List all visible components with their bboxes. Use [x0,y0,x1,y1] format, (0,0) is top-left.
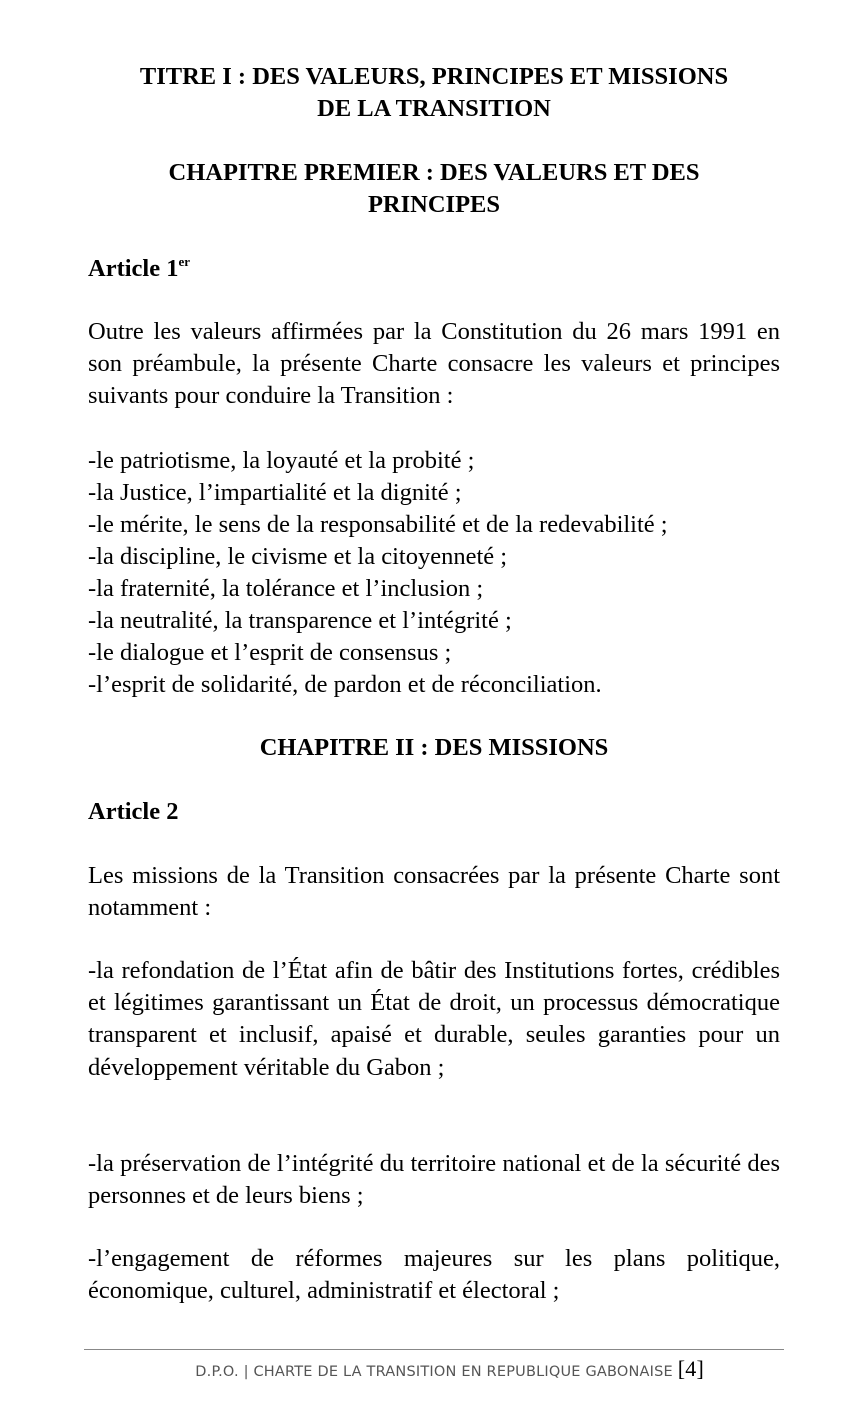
titre-line-2: DE LA TRANSITION [317,95,551,122]
list-item: -la fraternité, la tolérance et l’inclusion ; [88,575,484,602]
list-item: -le patriotisme, la loyauté et la probité ; [88,447,475,474]
footer-text: D.P.O. | CHARTE DE LA TRANSITION EN REPUBLIQUE GABONAISE [195,1364,673,1380]
mission-item: -la refondation de l’État afin de bâtir des Institutions fortes, crédibles et légitimes garantissant un État de droit, un processus démocratique transparent et inclusif, apaisé et durable, seules garanties pour un développement véritable du Gabon ; [88,957,780,1081]
list-item: -l’esprit de solidarité, de pardon et de réconciliation. [88,671,602,698]
list-item: -la Justice, l’impartialité et la dignité ; [88,479,462,506]
list-item: -la neutralité, la transparence et l’intégrité ; [88,607,512,634]
footer-divider [84,1349,784,1350]
chapitre-premier-heading [88,157,780,221]
page-number: [4] [677,1356,704,1381]
titre-line-1: TITRE I : DES VALEURS, PRINCIPES ET MISSIONS [139,63,729,90]
article-2-heading: Article 2 [88,798,179,825]
list-item: -le dialogue et l’esprit de consensus ; [88,639,452,666]
titre-heading [88,61,780,125]
article-1-intro: Outre les valeurs affirmées par la Constitution du 26 mars 1991 en son préambule, la présente Charte consacre les valeurs et principes suivants pour conduire la Transition : [88,318,780,410]
mission-item: -l’engagement de réformes majeures sur les plans politique, économique, culturel, administratif et électoral ; [88,1245,780,1305]
list-item: -le mérite, le sens de la responsabilité et de la redevabilité ; [88,511,668,538]
chapitre-2-heading: CHAPITRE II : DES MISSIONS [259,734,609,761]
chapitre-premier-line-1: CHAPITRE PREMIER : DES VALEURS ET DES [168,159,700,186]
article-1-values-list [88,445,780,701]
article-2-intro: Les missions de la Transition consacrées par la présente Charte sont notamment : [88,862,780,922]
chapitre-premier-line-2: PRINCIPES [367,191,501,218]
article-1-heading [88,253,190,285]
page-footer [84,1356,704,1382]
article-1-label: Article 1 [88,255,179,282]
list-item: -la discipline, le civisme et la citoyenneté ; [88,543,508,570]
article-1-sup: er [178,254,191,269]
mission-item: -la préservation de l’intégrité du territoire national et de la sécurité des personnes et de leurs biens ; [88,1150,780,1210]
